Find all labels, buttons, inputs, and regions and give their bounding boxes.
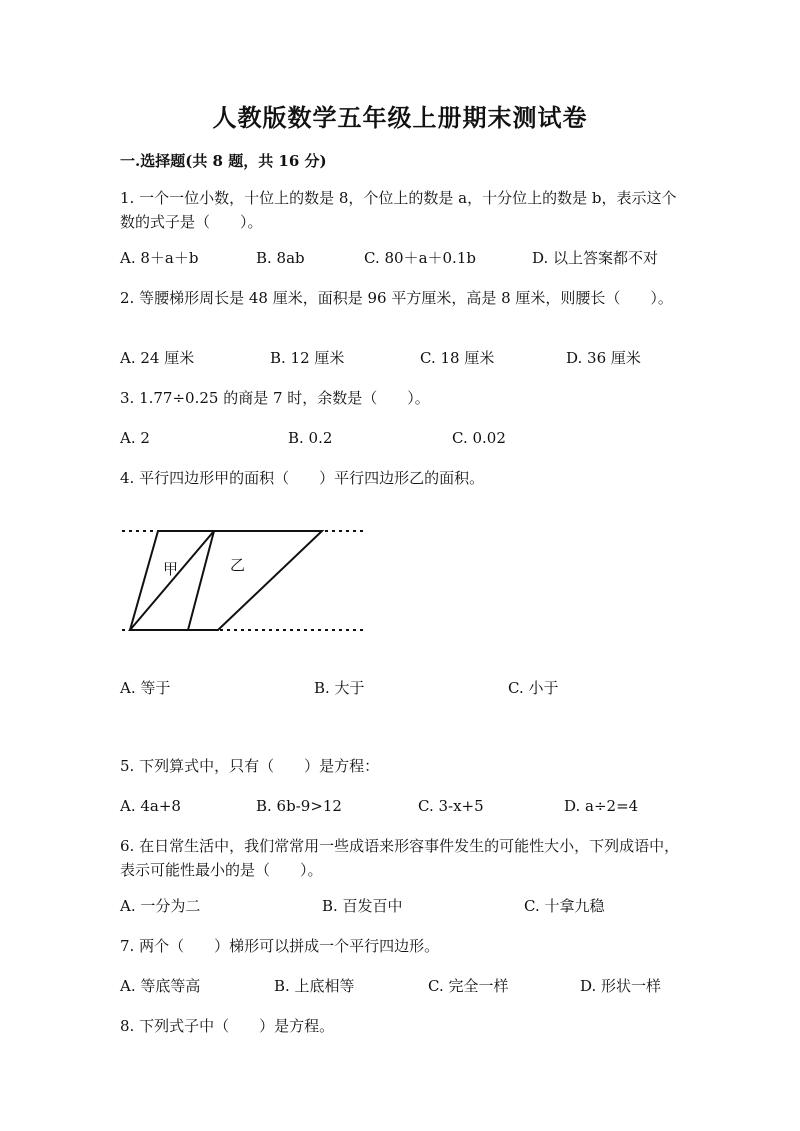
question-6-option-a[interactable]: A. 一分为二 — [120, 897, 201, 915]
question-4-option-a[interactable]: A. 等于 — [120, 679, 171, 697]
question-4-option-b[interactable]: B. 大于 — [314, 679, 365, 697]
parallelogram-figure — [118, 522, 368, 638]
parallelogram-diagram — [118, 522, 368, 638]
question-5-option-b[interactable]: B. 6b-9>12 — [256, 797, 342, 815]
question-4-stem: 4. 平行四边形甲的面积（ ）平行四边形乙的面积。 — [120, 469, 485, 487]
question-3-option-a[interactable]: A. 2 — [120, 429, 150, 447]
question-1-option-c[interactable]: C. 80＋a＋0.1b — [364, 249, 476, 267]
question-4-option-c[interactable]: C. 小于 — [508, 679, 559, 697]
question-6-option-c[interactable]: C. 十拿九稳 — [524, 897, 605, 915]
question-3-option-b[interactable]: B. 0.2 — [288, 429, 333, 447]
question-2-option-d[interactable]: D. 36 厘米 — [566, 349, 641, 367]
question-7-option-d[interactable]: D. 形状一样 — [580, 977, 662, 995]
question-7-option-c[interactable]: C. 完全一样 — [428, 977, 509, 995]
question-7-option-a[interactable]: A. 等底等高 — [120, 977, 201, 995]
label-yi: 乙 — [230, 556, 246, 574]
question-6-option-b[interactable]: B. 百发百中 — [322, 897, 403, 915]
question-2-option-b[interactable]: B. 12 厘米 — [270, 349, 345, 367]
label-jia: 甲 — [163, 560, 179, 578]
question-5-option-d[interactable]: D. a÷2=4 — [564, 797, 639, 815]
question-7-option-b[interactable]: B. 上底相等 — [274, 977, 355, 995]
question-5-option-a[interactable]: A. 4a+8 — [120, 797, 181, 815]
question-1-option-d[interactable]: D. 以上答案都不对 — [532, 249, 659, 267]
question-2-stem: 2. 等腰梯形周长是 48 厘米，面积是 96 平方厘米，高是 8 厘米，则腰长（ ）。 — [120, 289, 673, 307]
question-5-option-c[interactable]: C. 3-x+5 — [418, 797, 484, 815]
question-5-stem: 5. 下列算式中，只有（ ）是方程： — [120, 757, 380, 775]
question-2-option-c[interactable]: C. 18 厘米 — [420, 349, 495, 367]
question-7-stem: 7. 两个（ ）梯形可以拼成一个平行四边形。 — [120, 937, 440, 955]
section-heading: 一.选择题(共 8 题，共 16 分) — [120, 152, 327, 170]
question-6-stem: 6. 在日常生活中，我们常常用一些成语来形容事件发生的可能性大小，下列成语中，表示可能性最小的是（ ）。 — [120, 837, 680, 879]
question-2-option-a[interactable]: A. 24 厘米 — [120, 349, 195, 367]
question-8-stem: 8. 下列式子中（ ）是方程。 — [120, 1017, 335, 1035]
question-1-stem: 1. 一个一位小数，十位上的数是 8，个位上的数是 a，十分位上的数是 b，表示这个数的式子是（ ）。 — [120, 189, 677, 231]
question-3-stem: 3. 1.77÷0.25 的商是 7 时，余数是（ ）。 — [120, 389, 430, 407]
question-1-option-b[interactable]: B. 8ab — [256, 249, 305, 267]
page-title: 人教版数学五年级上册期末测试卷 — [212, 103, 588, 132]
parallelogram-b — [130, 531, 322, 630]
question-3-option-c[interactable]: C. 0.02 — [452, 429, 506, 447]
question-1-option-a[interactable]: A. 8＋a＋b — [120, 249, 199, 267]
